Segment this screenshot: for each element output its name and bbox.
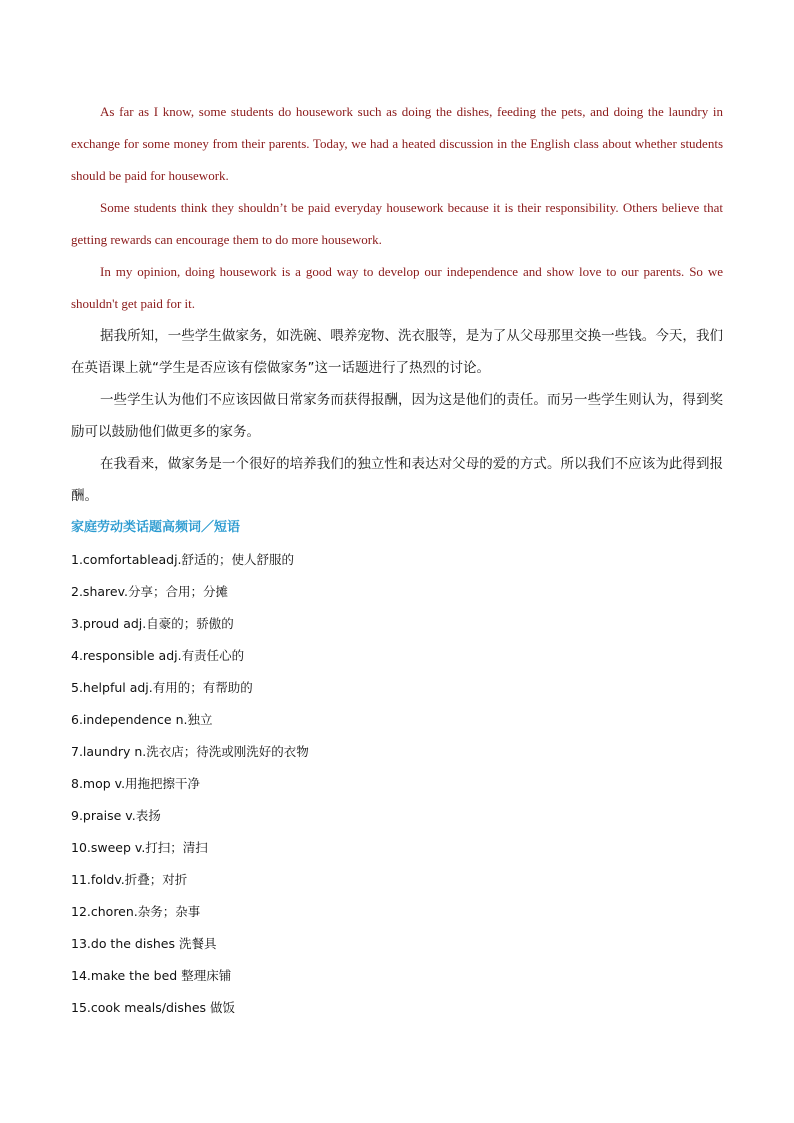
- vocab-item-15: 15.cook meals/dishes 做饭: [71, 1000, 236, 1015]
- vocab-item-7: 7.laundry n.洗衣店；待洗或刚洗好的衣物: [71, 744, 309, 759]
- vocab-item-9: 9.praise v.表扬: [71, 808, 161, 823]
- vocab-item-6: 6.independence n.独立: [71, 712, 213, 727]
- english-paragraph-2: Some students think they shouldn’t be paid everyday housework because it is their responsibility. Others believe that getting rewards can encourage them to do more housework.: [71, 200, 723, 247]
- vocab-item-1: 1.comfortableadj.舒适的；使人舒服的: [71, 552, 295, 567]
- vocab-item-13: 13.do the dishes 洗餐具: [71, 936, 217, 951]
- vocab-item-8: 8.mop v.用拖把擦干净: [71, 776, 201, 791]
- vocab-item-12: 12.choren.杂务；杂事: [71, 904, 201, 919]
- vocab-item-4: 4.responsible adj.有责任心的: [71, 648, 245, 663]
- vocab-item-2: 2.sharev.分享；合用；分摊: [71, 584, 228, 599]
- section-title: 家庭劳动类话题高频词／短语: [71, 520, 241, 535]
- vocab-item-5: 5.helpful adj.有用的；有帮助的: [71, 680, 253, 695]
- english-paragraph-1: As far as I know, some students do housework such as doing the dishes, feeding the pets, and doing the laundry in exchange for some money from their parents. Today, we had a heated discussion in the English class about whether students should be paid for housework.: [71, 104, 723, 183]
- chinese-paragraph-2: 一些学生认为他们不应该因做日常家务而获得报酬，因为这是他们的责任。而另一些学生则认为，得到奖励可以鼓励他们做更多的家务。: [71, 392, 723, 440]
- vocab-item-10: 10.sweep v.打扫；清扫: [71, 840, 208, 855]
- chinese-paragraph-1: 据我所知，一些学生做家务，如洗碗、喂养宠物、洗衣服等，是为了从父母那里交换一些钱。今天，我们在英语课上就“学生是否应该有偿做家务”这一话题进行了热烈的讨论。: [71, 328, 723, 376]
- chinese-translation: [71, 320, 723, 512]
- vocab-item-11: 11.foldv.折叠；对折: [71, 872, 188, 887]
- vocab-item-3: 3.proud adj.自豪的；骄傲的: [71, 616, 234, 631]
- document-page: [71, 96, 723, 1024]
- chinese-paragraph-3: 在我看来，做家务是一个很好的培养我们的独立性和表达对父母的爱的方式。所以我们不应该为此得到报酬。: [71, 456, 723, 504]
- vocab-item-14: 14.make the bed 整理床铺: [71, 968, 232, 983]
- english-essay: [71, 96, 723, 320]
- vocab-list: [71, 544, 723, 1024]
- english-paragraph-3: In my opinion, doing housework is a good way to develop our independence and show love to our parents. So we shouldn't get paid for it.: [71, 264, 723, 311]
